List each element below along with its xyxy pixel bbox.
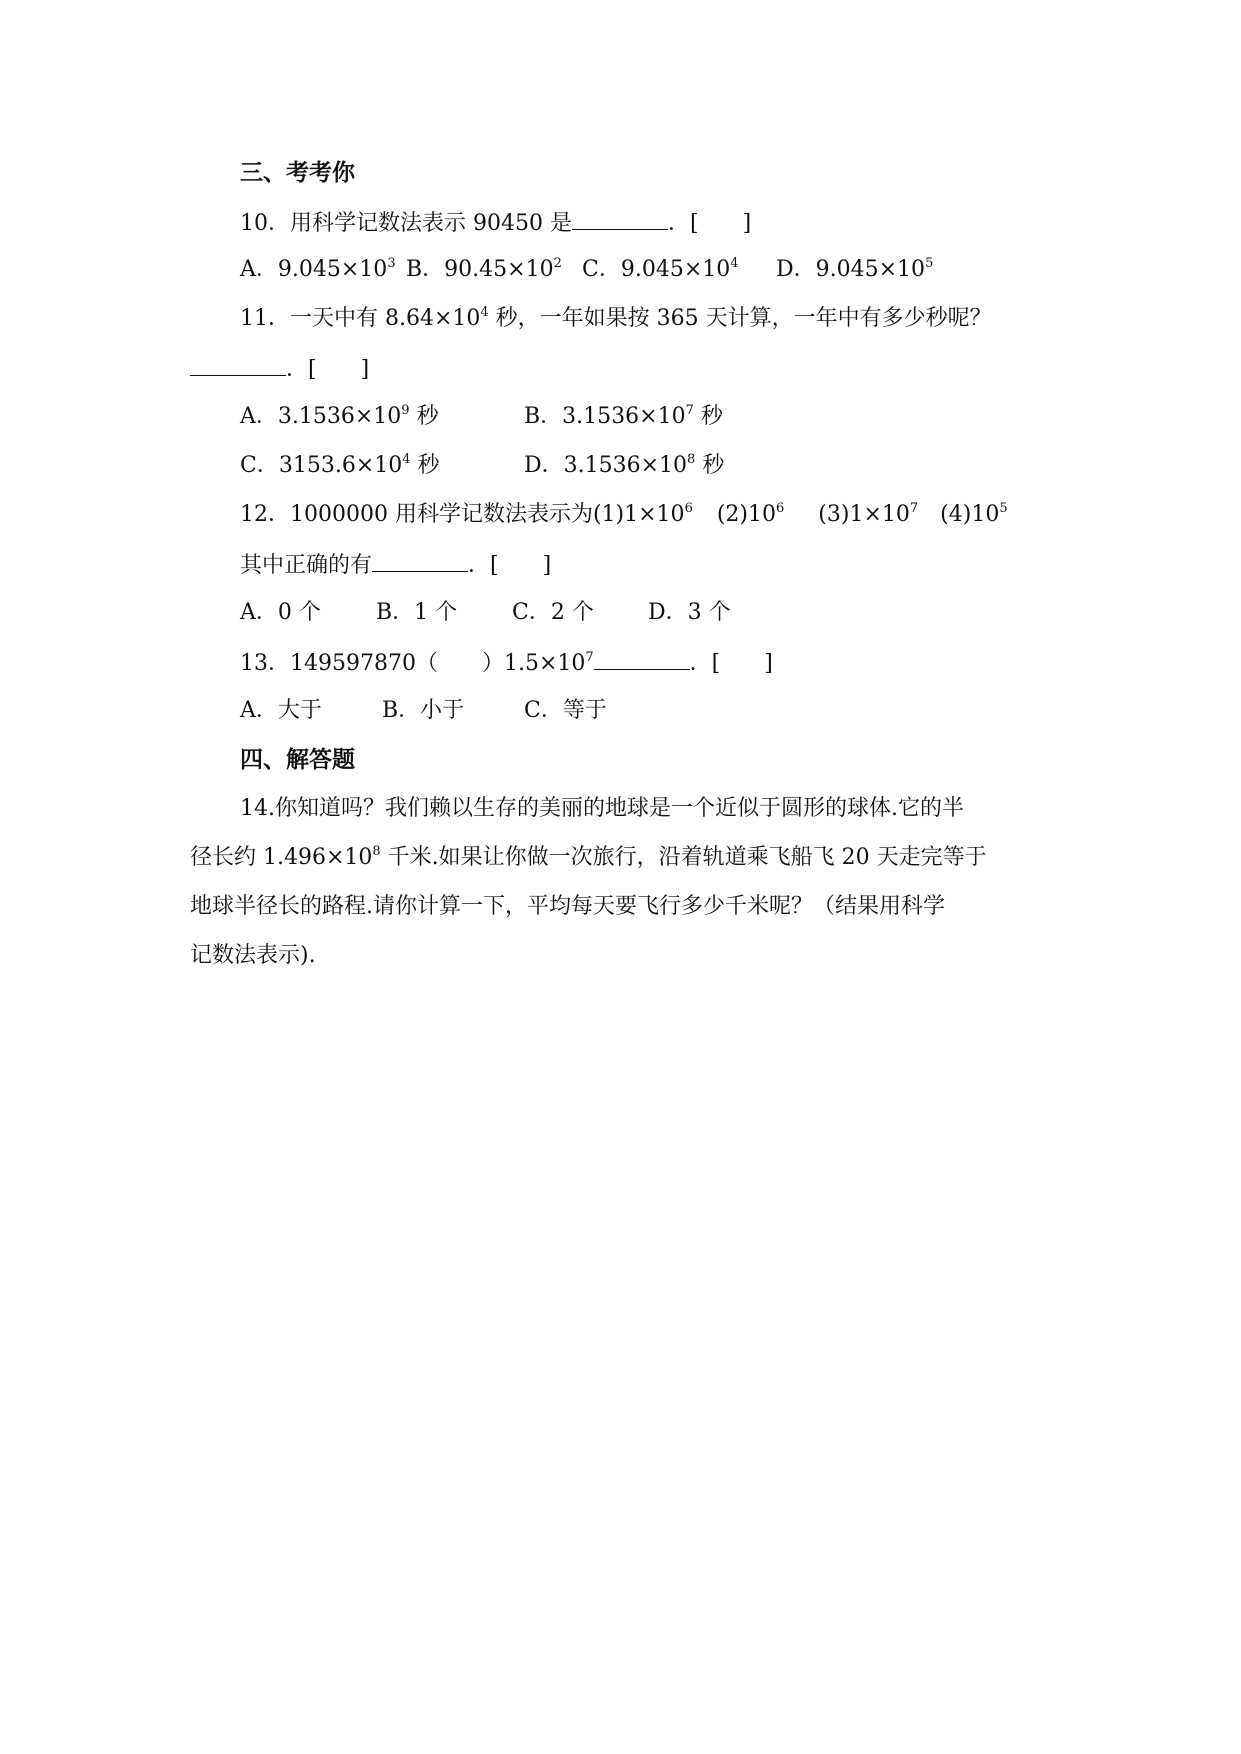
q13-option-b: B．小于 — [382, 698, 465, 723]
question-11-answer-line — [190, 353, 369, 385]
q10-option-d-text: D．9.045×10 — [776, 257, 926, 282]
q11-stem-pre: 11．一天中有 8.64×10 — [240, 306, 481, 331]
q11-option-d-unit: 秒 — [695, 453, 725, 478]
q12-part-2: (2)10 — [716, 502, 777, 527]
q12-close-bracket: ] — [542, 553, 552, 578]
question-11-stem — [240, 304, 992, 334]
q11-close-bracket: ] — [360, 357, 370, 382]
question-14-line-4: 记数法表示). — [190, 943, 316, 968]
question-11-options-row-1 — [240, 402, 723, 432]
q14-line2-exp: 8 — [372, 844, 381, 859]
q12-exp-3: 7 — [909, 501, 919, 516]
q10-option-b — [406, 255, 582, 285]
question-14-line-3: 地球半径长的路程.请你计算一下，平均每天要飞行多少千米呢？（结果用科学 — [190, 894, 945, 919]
q11-option-c-unit: 秒 — [410, 453, 440, 478]
q10-option-a — [240, 255, 406, 285]
q12-exp-2: 6 — [776, 501, 785, 516]
q12-answer-blank — [372, 549, 468, 572]
q11-option-b-unit: 秒 — [693, 404, 723, 429]
q10-option-d-exp: 5 — [925, 256, 934, 271]
q12-part-3: (3)1×10 — [818, 502, 910, 527]
q11-option-d — [524, 451, 724, 481]
q11-tail: ．[ — [286, 357, 317, 382]
q13-stem-mid: ）1.5×10 — [481, 651, 586, 676]
question-10-stem — [240, 207, 751, 239]
q10-option-c — [582, 255, 776, 285]
question-14-line-1: 14.你知道吗？我们赖以生存的美丽的地球是一个近似于圆形的球体.它的半 — [240, 796, 964, 821]
q12-part-4: (4)10 — [940, 502, 1000, 527]
q11-option-a-text: A．3.1536×10 — [240, 404, 402, 429]
q11-option-b-text: B．3.1536×10 — [524, 404, 686, 429]
q11-stem-exp: 4 — [480, 305, 489, 320]
q11-option-c — [240, 451, 524, 481]
q11-option-b — [524, 402, 723, 432]
q10-option-c-exp: 4 — [730, 256, 739, 271]
section-4-heading: 四、解答题 — [240, 747, 355, 773]
question-12-stem — [240, 500, 1008, 530]
question-12-options — [240, 598, 731, 628]
q12-option-c: C．2 个 — [512, 600, 594, 625]
q11-option-a-unit: 秒 — [409, 404, 439, 429]
q13-option-c: C．等于 — [524, 698, 607, 723]
q10-option-d — [776, 255, 933, 285]
q12-exp-4: 5 — [999, 501, 1008, 516]
q12-option-a: A．0 个 — [240, 600, 321, 625]
q10-tail: ．[ — [667, 211, 699, 236]
q13-tail: ．[ — [689, 651, 721, 676]
q11-option-c-exp: 4 — [402, 452, 411, 467]
q13-answer-blank — [594, 647, 690, 670]
q10-answer-blank — [572, 207, 668, 230]
q11-option-d-exp: 8 — [687, 452, 696, 467]
q12-tail: ．[ — [468, 553, 499, 578]
q11-answer-blank — [190, 353, 286, 376]
q13-stem-exp: 7 — [585, 650, 594, 665]
question-11-options-row-2 — [240, 451, 724, 481]
q10-option-b-exp: 2 — [553, 256, 562, 271]
q11-stem-post: 秒，一年如果按 365 天计算，一年中有多少秒呢？ — [488, 306, 992, 331]
q10-option-c-text: C．9.045×10 — [582, 257, 731, 282]
q14-line2-pre: 径长约 1.496×10 — [190, 845, 373, 870]
question-13-stem — [240, 647, 773, 679]
question-14-line-2 — [190, 843, 987, 873]
q11-option-c-text: C．3153.6×10 — [240, 453, 403, 478]
question-13-options — [240, 696, 607, 726]
q11-option-a-exp: 9 — [401, 403, 410, 418]
q13-stem-pre: 13．149597870（ — [240, 651, 438, 676]
q12-option-d: D．3 个 — [648, 600, 731, 625]
question-12-answer-line — [240, 549, 551, 581]
q11-option-a — [240, 402, 524, 432]
q11-option-d-text: D．3.1536×10 — [524, 453, 688, 478]
q14-line2-post: 千米.如果让你做一次旅行，沿着轨道乘飞船飞 20 天走完等于 — [380, 845, 987, 870]
q12-option-b: B．1 个 — [376, 600, 458, 625]
q10-option-a-exp: 3 — [387, 256, 396, 271]
q11-option-b-exp: 7 — [685, 403, 694, 418]
q10-option-a-text: A．9.045×10 — [240, 257, 388, 282]
q12-exp-1: 6 — [684, 501, 693, 516]
q10-option-b-text: B．90.45×10 — [406, 257, 554, 282]
q13-option-a: A．大于 — [240, 698, 322, 723]
q13-close-bracket: ] — [764, 651, 773, 676]
section-3-heading: 三、考考你 — [240, 160, 355, 186]
q12-stem-pre: 12．1000000 用科学记数法表示为(1)1×10 — [240, 502, 685, 527]
question-10-options — [240, 255, 933, 285]
q10-stem-text: 10．用科学记数法表示 90450 是 — [240, 211, 572, 236]
q12-line2-pre: 其中正确的有 — [240, 553, 373, 578]
q10-close-bracket: ] — [742, 211, 752, 236]
